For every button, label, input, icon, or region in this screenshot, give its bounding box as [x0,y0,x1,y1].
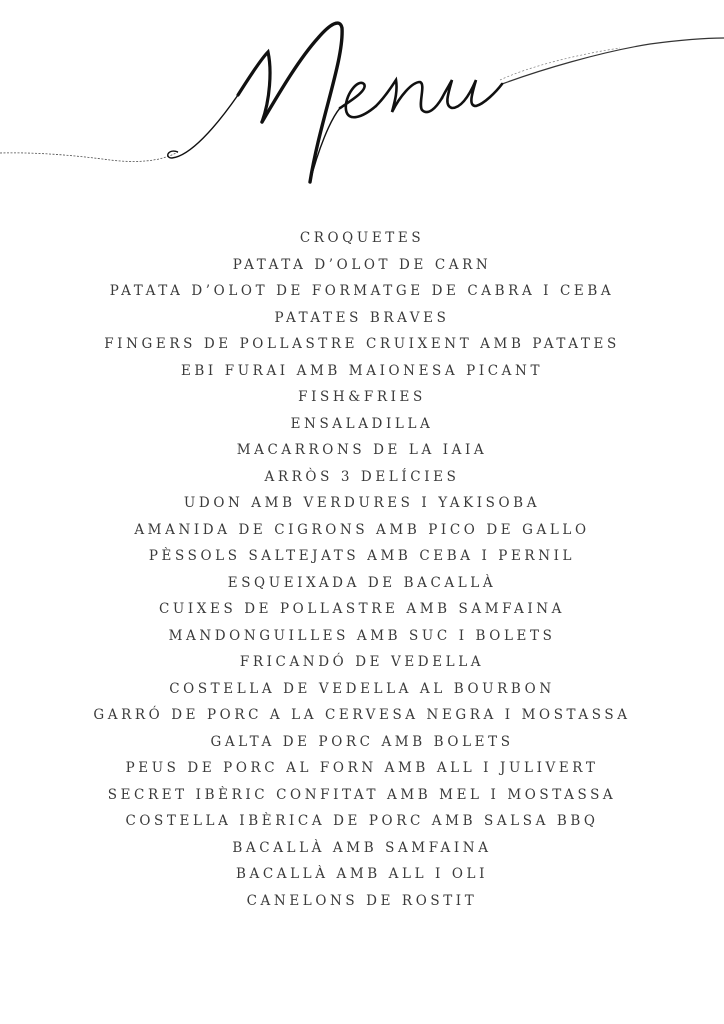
menu-item: PEUS DE PORC AL FORN AMB ALL I JULIVERT [125,760,599,776]
menu-item: BACALLÀ AMB ALL I OLI [235,866,489,882]
menu-item: PATATES BRAVES [274,309,450,326]
menu-item: FISH&FRIES [298,389,426,405]
menu-title-script [0,0,724,210]
menu-item: CROQUETES [299,230,425,246]
menu-item: MACARRONS DE LA IAIA [236,442,488,458]
menu-items-list [0,225,724,914]
menu-item: ESQUEIXADA DE BACALLÀ [227,574,497,591]
menu-item: ENSALADILLA [290,415,434,432]
menu-item: SECRET IBÈRIC CONFITAT AMB MEL I MOSTASSA [107,786,617,803]
menu-item: UDON AMB VERDURES I YAKISOBA [183,495,541,511]
menu-item: COSTELLA IBÈRICA DE PORC AMB SALSA BBQ [125,813,599,829]
menu-item: PATATA D’OLOT DE CARN [232,256,492,273]
menu-item: FRICANDÓ DE VEDELLA [239,654,485,670]
menu-item: COSTELLA DE VEDELLA AL BOURBON [169,680,555,697]
menu-item: CUIXES DE POLLASTRE AMB SAMFAINA [158,601,566,617]
menu-title-calligraphy [0,0,724,210]
menu-item: GARRÓ DE PORC A LA CERVESA NEGRA I MOSTASSA [93,707,631,723]
menu-item: PATATA D’OLOT DE FORMATGE DE CABRA I CEBA [109,283,615,299]
menu-item: AMANIDA DE CIGRONS AMB PICO DE GALLO [134,521,590,538]
menu-item: ARRÒS 3 DELÍCIES [264,468,460,485]
menu-item: FINGERS DE POLLASTRE CRUIXENT AMB PATATES [104,336,620,352]
menu-item: GALTA DE PORC AMB BOLETS [210,733,514,750]
menu-item: PÈSSOLS SALTEJATS AMB CEBA I PERNIL [148,548,576,564]
menu-item: MANDONGUILLES AMB SUC I BOLETS [168,627,556,644]
menu-item: CANELONS DE ROSTIT [246,892,478,909]
menu-item: EBI FURAI AMB MAIONESA PICANT [180,362,544,379]
menu-item: BACALLÀ AMB SAMFAINA [232,839,492,856]
